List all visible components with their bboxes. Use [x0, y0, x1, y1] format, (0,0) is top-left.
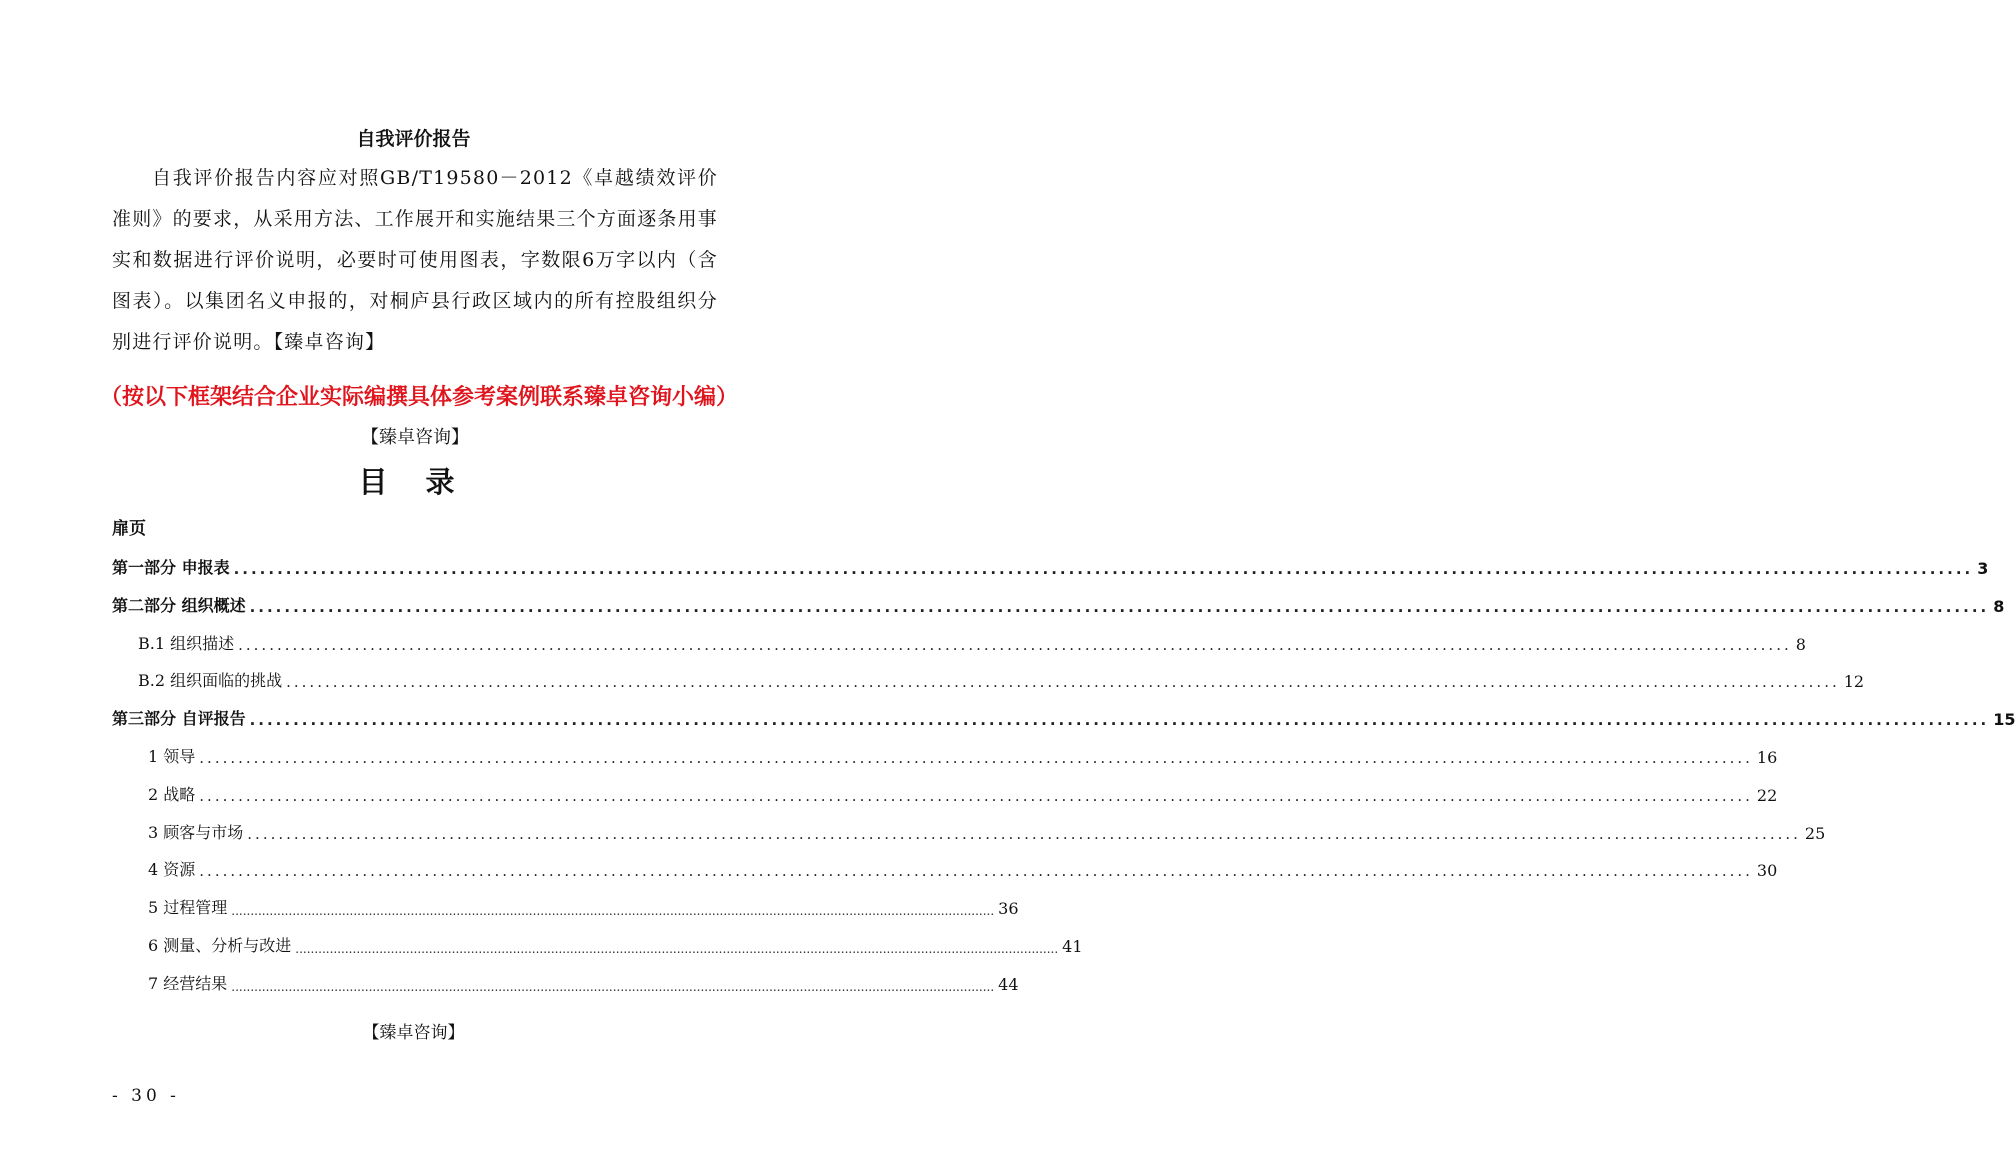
toc-page-number: 25	[1804, 823, 1826, 843]
toc-row[interactable]	[0, 661, 1865, 692]
toc-row[interactable]	[0, 964, 1019, 994]
toc-page-number: 22	[1756, 785, 1778, 805]
toc-row[interactable]	[0, 699, 2016, 730]
toc-label: 3 顾客与市场	[148, 822, 244, 842]
toc-leader-dots: ........................................................................................................................................................................................................	[247, 824, 1801, 843]
toc-row[interactable]	[0, 888, 1019, 919]
toc-leader-dots: ........................................................................................................................................................................................................	[295, 942, 1059, 956]
footer-tag: 【臻卓咨询】	[362, 1023, 465, 1043]
toc-page-number: 36	[998, 899, 1019, 919]
toc-front-page: 扉页	[112, 519, 146, 539]
toc-page-number: 15	[1993, 710, 2016, 730]
toc-row[interactable]	[0, 775, 1778, 805]
intro-paragraph: 自我评价报告内容应对照GB/T19580－2012《卓越绩效评价准则》的要求，从采用方法、工作展开和实施结果三个方面逐条用事实和数据进行评价说明，必要时可使用图表，字数限6万字以内（含图表）。以集团名义申报的，对桐庐县行政区域内的所有控股组织分别进行评价说明。【臻卓咨询】	[112, 167, 719, 353]
toc-row[interactable]	[0, 737, 1778, 767]
toc-title: 目 录	[358, 465, 469, 499]
toc-label: 第三部分 自评报告	[112, 709, 246, 729]
toc-label: 5 过程管理	[148, 898, 228, 918]
toc-label: B.1 组织描述	[138, 633, 235, 653]
toc-page-number: 16	[1756, 748, 1778, 767]
toc-page-number: 44	[998, 974, 1019, 994]
toc-leader-dots: ........................................................................................................................................................................................................	[249, 597, 1990, 616]
toc-leader-dots: ........................................................................................................................................................................................................	[231, 979, 995, 994]
toc-leader-dots: ........................................................................................................................................................................................................	[199, 862, 1753, 881]
toc-row[interactable]	[0, 586, 2005, 616]
toc-label: B.2 组织面临的挑战	[138, 671, 283, 691]
toc-page-number: 12	[1843, 672, 1865, 692]
toc-label: 第二部分 组织概述	[112, 595, 246, 615]
toc-leader-dots: ........................................................................................................................................................................................................	[199, 786, 1753, 805]
page-number: - 30 -	[112, 1086, 180, 1106]
toc-label: 2 战略	[148, 784, 196, 804]
toc-leader-dots: ........................................................................................................................................................................................................	[199, 749, 1753, 767]
toc-row[interactable]	[0, 850, 1778, 881]
toc-leader-dots: ........................................................................................................................................................................................................	[238, 635, 1792, 654]
page-title: 自我评价报告	[356, 128, 471, 150]
toc-row[interactable]	[0, 813, 1826, 843]
toc-leader-dots: ........................................................................................................................................................................................................	[249, 711, 1990, 730]
toc-page-number: 41	[1062, 937, 1083, 956]
toc-label: 第一部分 申报表	[112, 558, 230, 577]
toc-page-number: 8	[1795, 634, 1806, 654]
toc-leader-dots: ........................................................................................................................................................................................................	[231, 904, 995, 919]
toc-row[interactable]	[0, 926, 1083, 956]
toc-label: 7 经营结果	[148, 973, 228, 993]
toc-label: 6 测量、分析与改进	[148, 936, 292, 955]
toc-label: 4 资源	[148, 860, 196, 880]
toc-leader-dots: ........................................................................................................................................................................................................	[286, 673, 1840, 692]
toc-leader-dots: ........................................................................................................................................................................................................	[233, 560, 1974, 578]
toc-page-number: 30	[1756, 861, 1778, 881]
toc-page-number: 8	[1993, 596, 2005, 616]
toc-row[interactable]	[0, 548, 1989, 578]
red-note	[100, 378, 739, 457]
red-note-tag: 【臻卓咨询】	[361, 427, 469, 448]
red-note-text: （按以下框架结合企业实际编撰具体参考案例联系臻卓咨询小编）	[100, 385, 739, 410]
toc-row[interactable]	[0, 624, 1806, 654]
toc-label: 1 领导	[148, 747, 196, 766]
toc-page-number: 3	[1977, 559, 1989, 578]
